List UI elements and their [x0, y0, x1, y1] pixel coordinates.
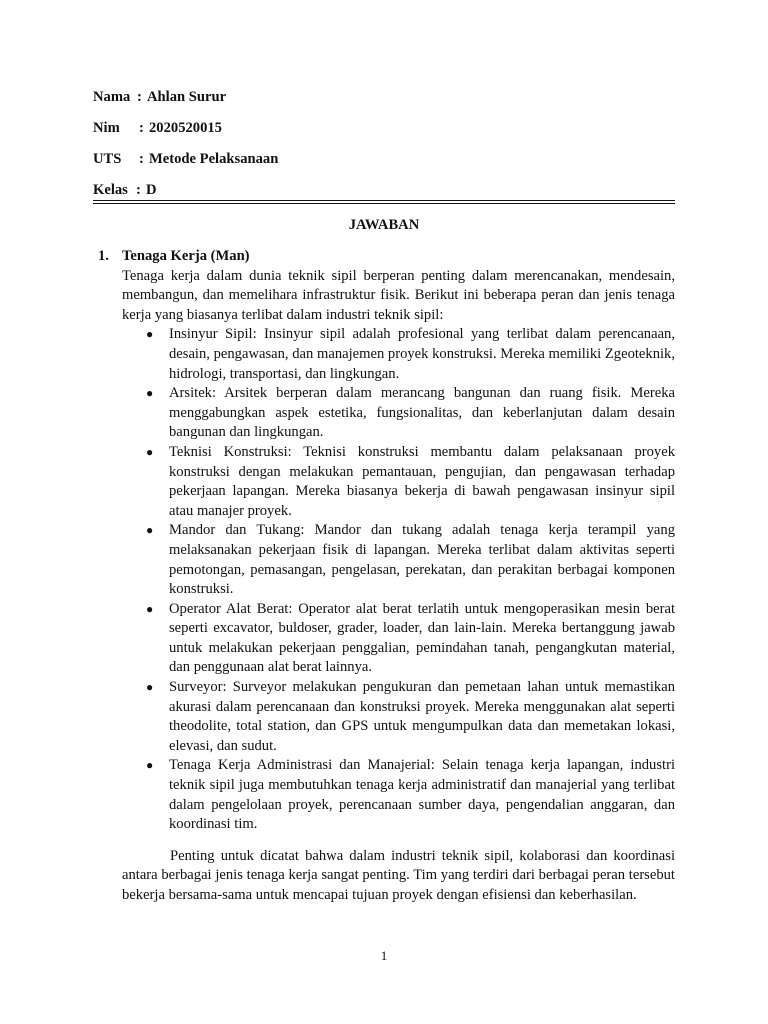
section-title: Tenaga Kerja (Man) [122, 248, 250, 264]
list-item-text: Tenaga Kerja Administrasi dan Manajerial: Selain tenaga kerja lapangan, industri teknik sipil juga membutuhkan tenaga kerja administratif dan manajerial yang terlibat dalam pengelolaan proyek, perencanaan sumber daya, pengendalian anggaran, dan koordinasi tim. [169, 757, 675, 833]
list-item-text: Teknisi Konstruksi: Teknisi konstruksi membantu dalam pelaksanaan proyek konstruksi dengan melakukan pemantauan, pengujian, dan pengawasan terhadap pekerjaan lapangan. Mereka biasanya bekerja di bawah pengawasan insinyur sipil atau manajer proyek. [169, 443, 675, 519]
header-label: Kelas [93, 182, 128, 198]
section-tenaga-kerja [98, 247, 675, 920]
role-list [122, 325, 675, 834]
header-row-nim [93, 119, 675, 150]
bullet-icon: ● [146, 327, 154, 342]
header-label: Nim [93, 120, 120, 136]
list-item [122, 756, 675, 834]
list-item-text: Operator Alat Berat: Operator alat berat terlatih untuk mengoperasikan mesin berat seperti excavator, buldoser, grader, loader, dan lain-lain. Mereka bertanggung jawab untuk melakukan pekerjaan penggalian, pemindahan tanah, pengangkutan material, dan penggunaan alat berat lainnya. [169, 600, 675, 676]
section-body [122, 267, 675, 906]
bullet-icon: ● [146, 523, 154, 538]
header-row-nama [93, 88, 675, 119]
header-row-uts [93, 150, 675, 181]
header-separator: : [139, 151, 144, 167]
header-separator: : [139, 120, 144, 136]
bullet-icon: ● [146, 758, 154, 773]
header-value-nama: Ahlan Surur [147, 89, 227, 105]
list-item [122, 600, 675, 678]
list-item-text: Surveyor: Surveyor melakukan pengukuran dan pemetaan lahan untuk memastikan akurasi dalam perencanaan dan konstruksi proyek. Mereka menggunakan alat seperti theodolite, total station, dan GPS untuk mengumpulkan data dan memetakan lokasi, elevasi, dan sudut. [169, 679, 675, 754]
list-item [122, 443, 675, 521]
list-item-text: Arsitek: Arsitek berperan dalam merancang bangunan dan ruang fisik. Mereka menggabungkan aspek estetika, fungsionalitas, dan keberlanjutan dalam desain bangunan dan lingkungan. [169, 385, 675, 441]
answer-title: JAWABAN [348, 217, 420, 233]
list-item [122, 521, 675, 599]
header-divider-thin [93, 200, 675, 201]
header-value-uts: Metode Pelaksanaan [149, 151, 279, 167]
closing-paragraph: Penting untuk dicatat bahwa dalam industri teknik sipil, kolaborasi dan koordinasi antara berbagai jenis tenaga kerja sangat penting. Tim yang terdiri dari berbagai peran tersebut bekerja bersama-sama untuk mencapai tujuan proyek dengan efisiensi dan keberhasilan. [122, 847, 675, 903]
header-value-nim: 2020520015 [149, 120, 222, 136]
header-label: UTS [93, 151, 122, 167]
section-number: 1. [98, 248, 109, 264]
header-value-kelas: D [146, 182, 157, 198]
page-number: 1 [380, 948, 388, 963]
student-info-header [93, 88, 675, 212]
header-divider-thick [93, 203, 675, 204]
section-heading [98, 247, 675, 267]
bullet-icon: ● [146, 444, 154, 459]
list-item [122, 678, 675, 756]
list-item [122, 325, 675, 384]
intro-paragraph: Tenaga kerja dalam dunia teknik sipil berperan penting dalam merencanakan, mendesain, membangun, dan memelihara infrastruktur fisik. Berikut ini beberapa peran dan jenis tenaga kerja yang biasanya terlibat dalam industri teknik sipil: [122, 267, 675, 323]
header-row-kelas [93, 181, 675, 212]
list-item-text: Mandor dan Tukang: Mandor dan tukang adalah tenaga kerja terampil yang melaksanakan pekerjaan fisik di lapangan. Mereka terlibat dalam aktivitas seperti pemotongan, pemasangan, pengelasan, perekatan, dan perakitan berbagai komponen konstruksi. [169, 522, 675, 598]
list-item [122, 384, 675, 443]
bullet-icon: ● [146, 601, 154, 616]
bullet-icon: ● [146, 386, 154, 401]
header-label: Nama [93, 89, 131, 105]
header-separator: : [136, 182, 141, 198]
bullet-icon: ● [146, 680, 154, 695]
header-separator: : [137, 89, 142, 105]
list-item-text: Insinyur Sipil: Insinyur sipil adalah profesional yang terlibat dalam perencanaan, desain, pengawasan, dan manajemen proyek konstruksi. Mereka memiliki Zgeoteknik, hidrologi, transportasi, dan lingkungan. [169, 326, 675, 382]
